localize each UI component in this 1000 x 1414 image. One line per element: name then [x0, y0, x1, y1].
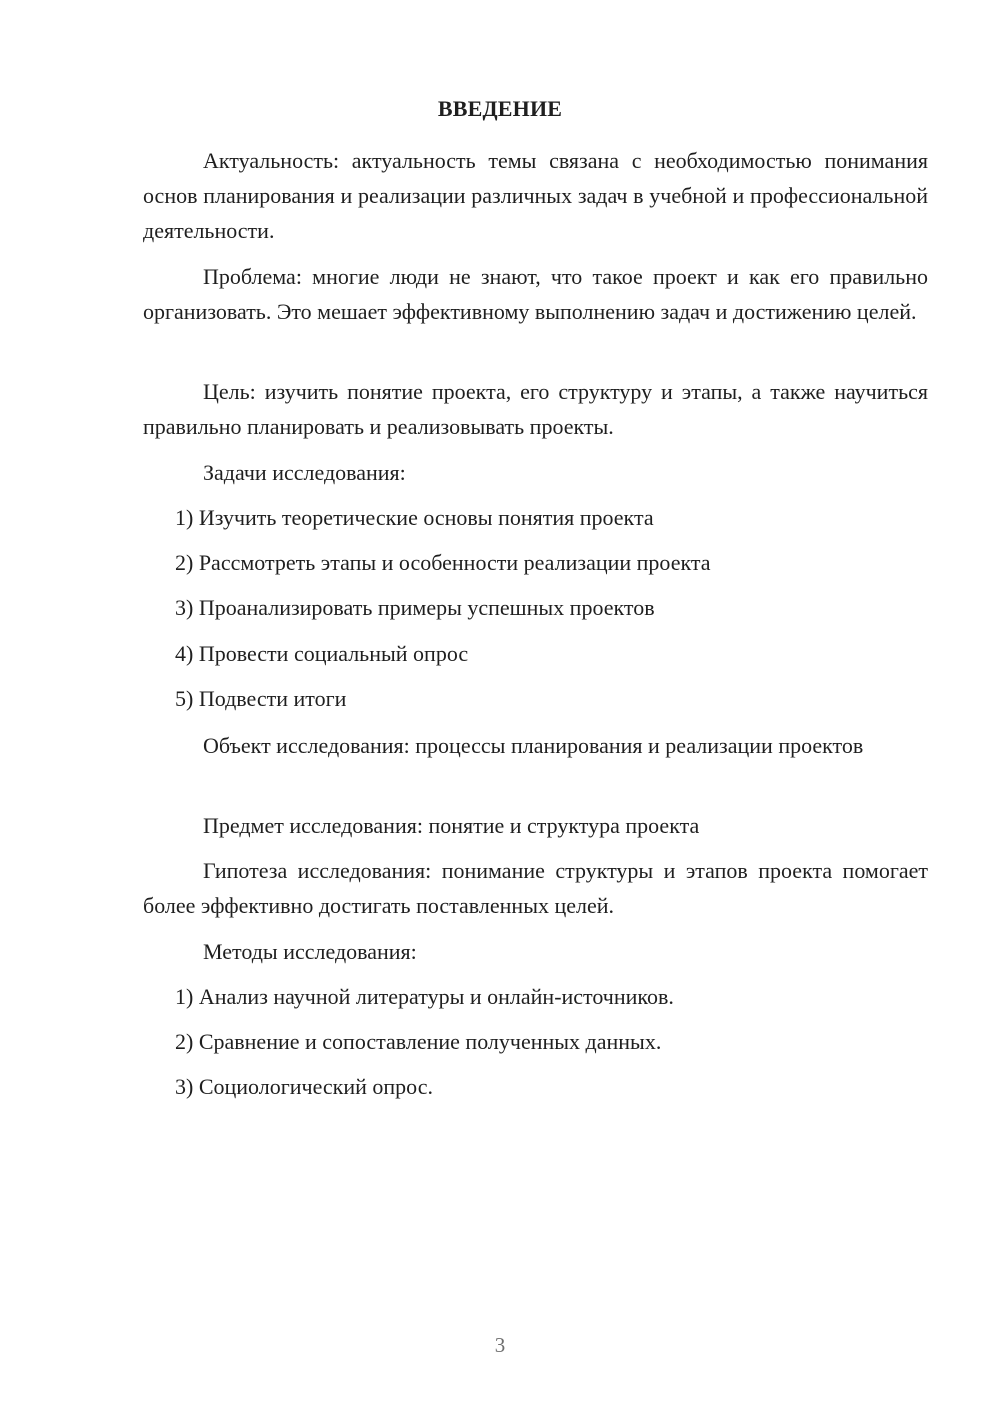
task-item: 1) Изучить теоретические основы понятия проекта: [175, 505, 654, 530]
page-number: 3: [494, 1333, 506, 1357]
method-item: 1) Анализ научной литературы и онлайн-источников.: [175, 984, 674, 1009]
method-item: 3) Социологический опрос.: [175, 1074, 433, 1099]
task-item: 3) Проанализировать примеры успешных проектов: [175, 595, 655, 620]
task-item: 4) Провести социальный опрос: [175, 641, 469, 666]
object-paragraph: Объект исследования: процессы планирования и реализации проектов: [203, 733, 864, 758]
relevance-paragraph: Актуальность: актуальность темы связана с необходимостью понимания основ планирования и реализации различных задач в учебной и профессиональной деятельности.: [143, 148, 928, 243]
tasks-heading: Задачи исследования:: [203, 460, 406, 485]
hypothesis-paragraph: Гипотеза исследования: понимание структуры и этапов проекта помогает более эффективно достигать поставленных целей.: [143, 858, 928, 918]
goal-paragraph: Цель: изучить понятие проекта, его структуру и этапы, а также научиться правильно планировать и реализовывать проекты.: [143, 379, 928, 439]
task-item: 5) Подвести итоги: [175, 686, 347, 711]
method-item: 2) Сравнение и сопоставление полученных данных.: [175, 1029, 662, 1054]
task-item: 2) Рассмотреть этапы и особенности реализации проекта: [175, 550, 711, 575]
methods-heading: Методы исследования:: [203, 939, 417, 964]
subject-paragraph: Предмет исследования: понятие и структура проекта: [203, 813, 700, 838]
page-title: ВВЕДЕНИЕ: [437, 96, 563, 121]
problem-paragraph: Проблема: многие люди не знают, что такое проект и как его правильно организовать. Это мешает эффективному выполнению задач и достижению целей.: [143, 264, 928, 324]
